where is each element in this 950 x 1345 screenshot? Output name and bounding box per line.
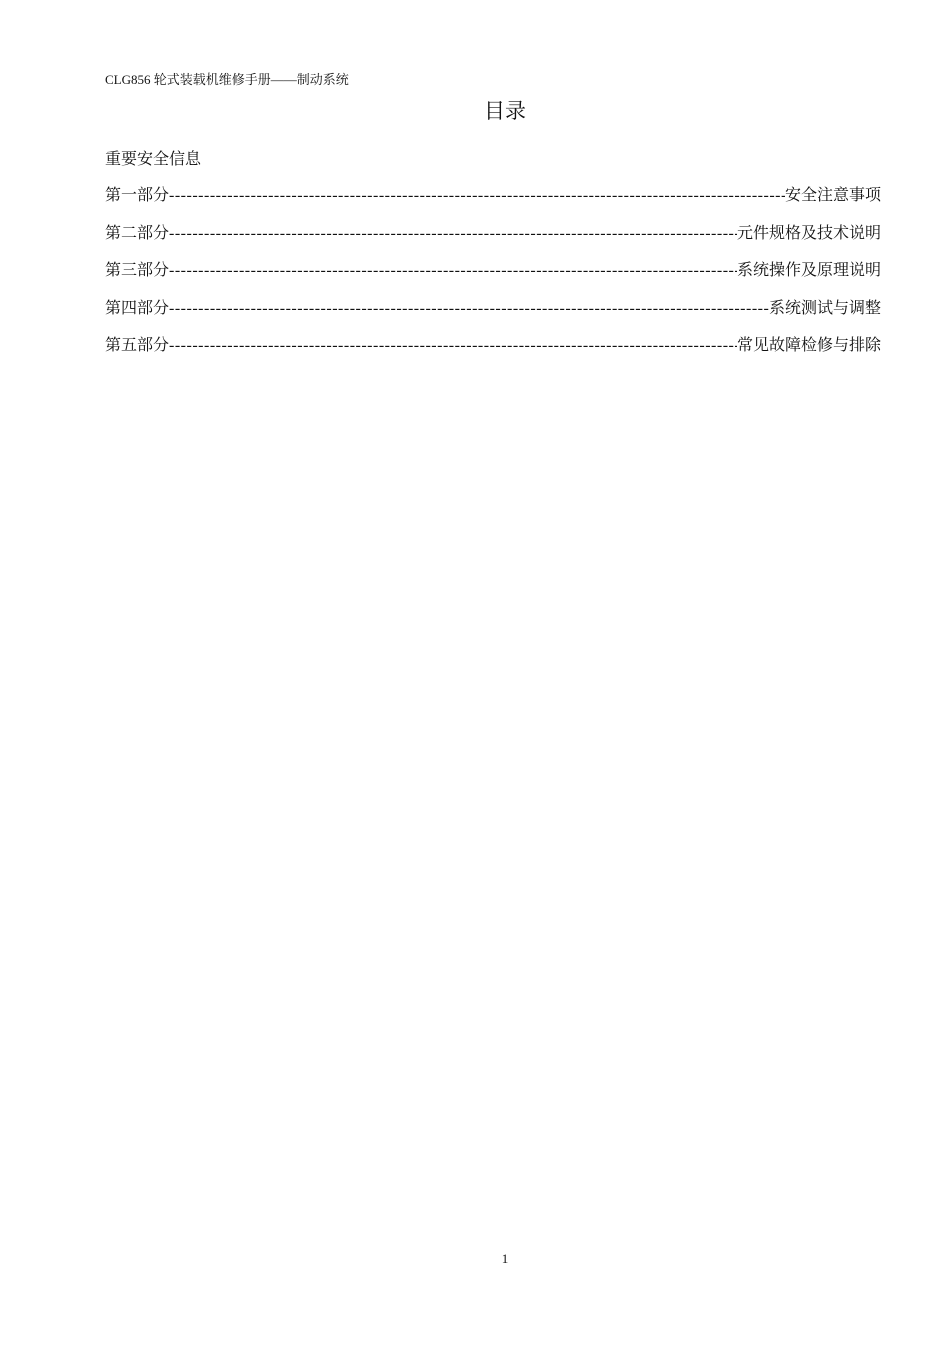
toc-entry-part-5[interactable]: [105, 335, 881, 373]
page-number: 1: [501, 1251, 509, 1266]
toc-part-label: 第四部分: [105, 299, 170, 317]
toc-part-label: 第三部分: [105, 262, 170, 279]
toc-part-label: 第一部分: [105, 187, 170, 204]
toc-section-title: 常见故障检修与排除: [736, 337, 881, 354]
toc-entry-part-4[interactable]: [105, 298, 881, 336]
toc-section-title: 元件规格及技术说明: [736, 224, 881, 242]
toc-dot-leader: [169, 298, 769, 320]
toc-entry-part-1[interactable]: [105, 185, 881, 223]
toc-dot-leader: [169, 260, 737, 282]
toc-dot-leader: [169, 335, 737, 357]
toc-list: [105, 185, 881, 373]
toc-part-label: 第二部分: [105, 224, 170, 242]
running-header: CLG856 轮式装载机维修手册——制动系统: [105, 72, 349, 87]
toc-title: 目录: [484, 99, 526, 123]
toc-dot-leader: [169, 223, 737, 245]
toc-part-label: 第五部分: [105, 337, 170, 354]
toc-entry-part-2[interactable]: [105, 223, 881, 261]
toc-dot-leader: [169, 185, 785, 207]
toc-section-title: 安全注意事项: [784, 187, 881, 204]
toc-section-title: 系统操作及原理说明: [736, 262, 881, 279]
toc-entry-part-3[interactable]: [105, 260, 881, 298]
toc-entry-safety-info[interactable]: 重要安全信息: [105, 151, 202, 168]
toc-section-title: 系统测试与调整: [768, 299, 881, 317]
